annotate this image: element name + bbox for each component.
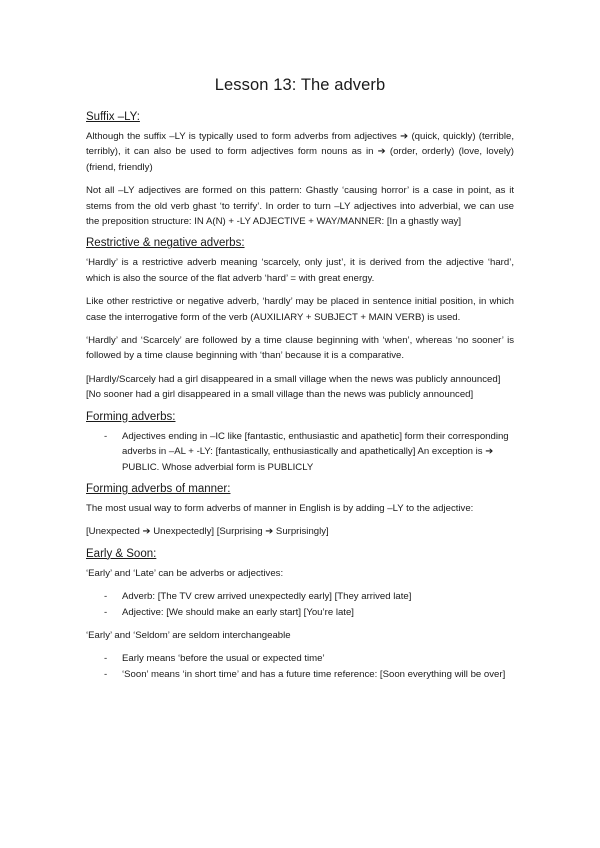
document-page <box>86 76 514 690</box>
paragraph-manner-examples: [Unexpected ➔ Unexpectedly] [Surprising ➔ Surprisingly] <box>86 526 329 538</box>
heading-adverbs-of-manner: Forming adverbs of manner: <box>86 482 231 495</box>
list-item <box>86 589 514 604</box>
bullet-text: Adjective: [We should make an early start] [You’re late] <box>122 606 354 618</box>
paragraph-restrictive-1: ‘Hardly’ is a restrictive adverb meaning ‘scarcely, only just’, it is derived from the adjective ‘hard’, which is also the source of the flat adverb ‘hard’ = with great energy. <box>86 257 514 284</box>
bullet-dash: - <box>104 653 108 665</box>
paragraph-restrictive-examples: [Hardly/Scarcely had a girl disappeared in a small village when the news was publicly announced] [No sooner had a girl disappeared in a small village than the news was publicly announced] <box>86 373 501 401</box>
heading-forming-adverbs: Forming adverbs: <box>86 410 176 423</box>
paragraph-manner-1: The most usual way to form adverbs of manner in English is by adding –LY to the adjective: <box>86 502 474 514</box>
page-title: Lesson 13: The adverb <box>214 76 386 94</box>
bullet-text: ‘Soon’ means ‘in short time’ and has a future time reference: [Soon everything will be over] <box>122 668 506 680</box>
paragraph-restrictive-2: Like other restrictive or negative adverb, ‘hardly’ may be placed in sentence initial position, in which case the interrogative form of the verb (AUXILIARY + SUBJECT + MAIN VERB) is used. <box>86 296 514 323</box>
list-early-soon <box>86 651 514 682</box>
list-item <box>86 429 514 475</box>
heading-restrictive-adverbs: Restrictive & negative adverbs: <box>86 237 245 250</box>
list-item <box>86 667 514 682</box>
paragraph-early-2: ‘Early’ and ‘Seldom’ are seldom interchangeable <box>86 629 291 641</box>
heading-suffix-ly: Suffix –LY: <box>86 111 140 123</box>
paragraph-early-1: ‘Early’ and ‘Late’ can be adverbs or adjectives: <box>86 567 284 579</box>
list-item <box>86 605 514 620</box>
paragraph-suffix-1: Although the suffix –LY is typically used to form adverbs from adjectives ➔ (quick, quickly) (terrible, terribly), it can also be used to form adjectives form nouns as in ➔ (order, orderly) (love, lovely) (friend, friendly) <box>86 131 514 173</box>
bullet-text: Adjectives ending in –IC like [fantastic, enthusiastic and apathetic] form their corresponding adverbs in –AL + -LY: [fantastically, enthusiastically and apathetically] An exception is ➔ PUBLIC. Whose adverbial form is PUBLICLY <box>122 430 509 473</box>
bullet-dash: - <box>104 430 108 442</box>
bullet-dash: - <box>104 591 108 603</box>
bullet-text: Early means ‘before the usual or expected time’ <box>122 653 325 665</box>
list-forming-adverbs <box>86 429 514 475</box>
heading-early-soon: Early & Soon: <box>86 547 157 560</box>
list-item <box>86 651 514 666</box>
paragraph-restrictive-3: ‘Hardly’ and ‘Scarcely’ are followed by a time clause beginning with ‘when’, whereas ‘no sooner’ is followed by a time clause beginning with ‘than’ because it is a comparative. <box>86 335 514 362</box>
list-early-late <box>86 589 514 620</box>
bullet-text: Adverb: [The TV crew arrived unexpectedly early] [They arrived late] <box>122 591 412 603</box>
bullet-dash: - <box>104 606 108 618</box>
paragraph-suffix-2: Not all –LY adjectives are formed on this pattern: Ghastly ‘causing horror’ is a case in point, as it stems from the old verb ghast ‘to terrify’. In order to turn –LY adjectives into adverbial, we can use the preposition structure: IN A(N) + -LY ADJECTIVE + WAY/MANNER: [In a ghastly way] <box>86 185 514 228</box>
bullet-dash: - <box>104 668 108 680</box>
